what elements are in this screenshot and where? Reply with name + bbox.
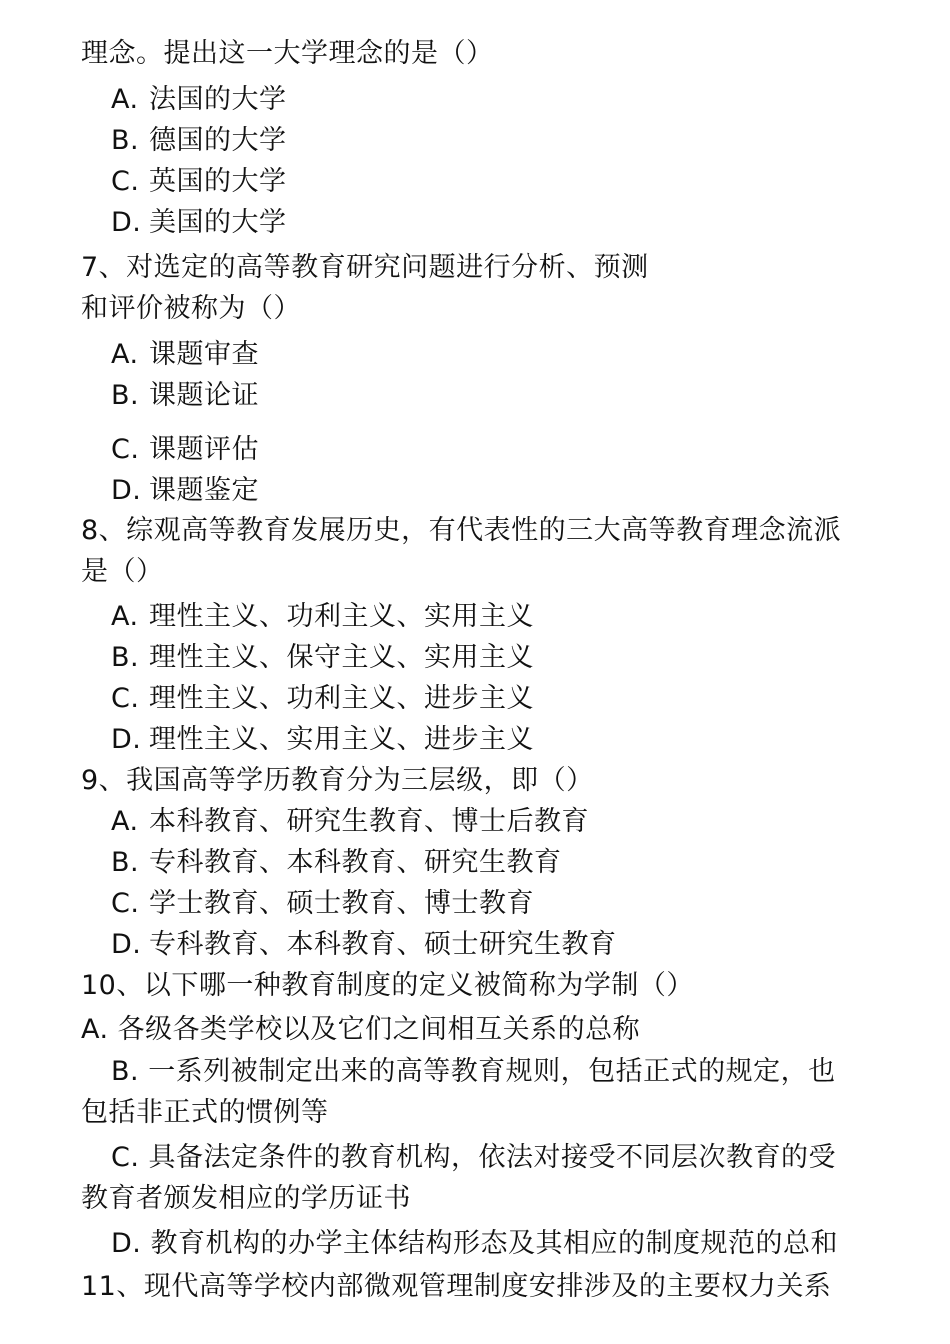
option-text: 课题评估 <box>149 434 259 465</box>
q9-option-b <box>111 847 562 879</box>
q8-option-b <box>111 642 534 674</box>
q10-option-a: A. 各级各类学校以及它们之间相互关系的总称 <box>81 1014 641 1045</box>
q8-option-c <box>111 683 534 715</box>
question-9-stem: 9、我国高等学历教育分为三层级，即（） <box>81 765 594 796</box>
q9-option-d <box>111 929 617 961</box>
q6-option-d <box>111 207 287 239</box>
question-10-stem: 10、以下哪一种教育制度的定义被简称为学制（） <box>81 970 694 1001</box>
q7-option-a <box>111 339 259 371</box>
q10-option-b-continued: 包括非正式的惯例等 <box>81 1097 329 1128</box>
q10-option-c: C. 具备法定条件的教育机构，依法对接受不同层次教育的受 <box>111 1142 837 1173</box>
q6-option-c <box>111 166 287 198</box>
option-letter: C. <box>111 888 140 919</box>
option-letter: D. <box>111 475 142 506</box>
question-7-stem-continued: 和评价被称为（） <box>81 293 301 324</box>
option-text: 本科教育、研究生教育、博士后教育 <box>149 806 589 837</box>
option-text: 专科教育、本科教育、硕士研究生教育 <box>149 929 617 960</box>
option-letter: C. <box>111 166 140 197</box>
question-8-stem-continued: 是（） <box>81 556 164 587</box>
option-text: 德国的大学 <box>149 125 287 156</box>
option-text: 美国的大学 <box>149 207 287 238</box>
option-text: 法国的大学 <box>149 84 287 115</box>
q7-option-b <box>111 380 259 412</box>
option-text: 学士教育、硕士教育、博士教育 <box>149 888 534 919</box>
option-text: 英国的大学 <box>149 166 287 197</box>
q9-option-a <box>111 806 589 838</box>
q7-option-c <box>111 434 259 466</box>
option-text: 课题审查 <box>149 339 259 370</box>
option-letter: B. <box>111 125 140 156</box>
option-letter: D. <box>111 929 142 960</box>
q7-option-d <box>111 475 259 507</box>
option-text: 专科教育、本科教育、研究生教育 <box>149 847 562 878</box>
option-letter: A. <box>111 601 139 632</box>
option-letter: B. <box>111 380 140 411</box>
q8-option-d <box>111 724 534 756</box>
question-11-stem: 11、现代高等学校内部微观管理制度安排涉及的主要权力关系 <box>81 1271 832 1302</box>
option-text: 理性主义、保守主义、实用主义 <box>149 642 534 673</box>
q10-option-b: B. 一系列被制定出来的高等教育规则，包括正式的规定，也 <box>111 1056 836 1087</box>
option-letter: A. <box>111 84 139 115</box>
option-text: 课题论证 <box>149 380 259 411</box>
option-letter: D. <box>111 724 142 755</box>
option-text: 课题鉴定 <box>149 475 259 506</box>
option-letter: C. <box>111 683 140 714</box>
option-letter: B. <box>111 642 140 673</box>
option-text: 理性主义、功利主义、实用主义 <box>149 601 534 632</box>
q10-option-c-continued: 教育者颁发相应的学历证书 <box>81 1183 411 1214</box>
question-6-stem-tail: 理念。提出这一大学理念的是（） <box>81 38 494 69</box>
question-8-stem: 8、综观高等教育发展历史，有代表性的三大高等教育理念流派 <box>81 515 842 546</box>
option-text: 理性主义、功利主义、进步主义 <box>149 683 534 714</box>
option-letter: C. <box>111 434 140 465</box>
q6-option-a <box>111 84 287 116</box>
q8-option-a <box>111 601 534 633</box>
option-letter: B. <box>111 847 140 878</box>
option-letter: D. <box>111 207 142 238</box>
q10-option-d: D. 教育机构的办学主体结构形态及其相应的制度规范的总和 <box>111 1228 838 1259</box>
option-letter: A. <box>111 806 139 837</box>
option-letter: A. <box>111 339 139 370</box>
question-7-stem: 7、对选定的高等教育研究问题进行分析、预测 <box>81 252 649 283</box>
option-text: 理性主义、实用主义、进步主义 <box>149 724 534 755</box>
q6-option-b <box>111 125 287 157</box>
q9-option-c <box>111 888 534 920</box>
